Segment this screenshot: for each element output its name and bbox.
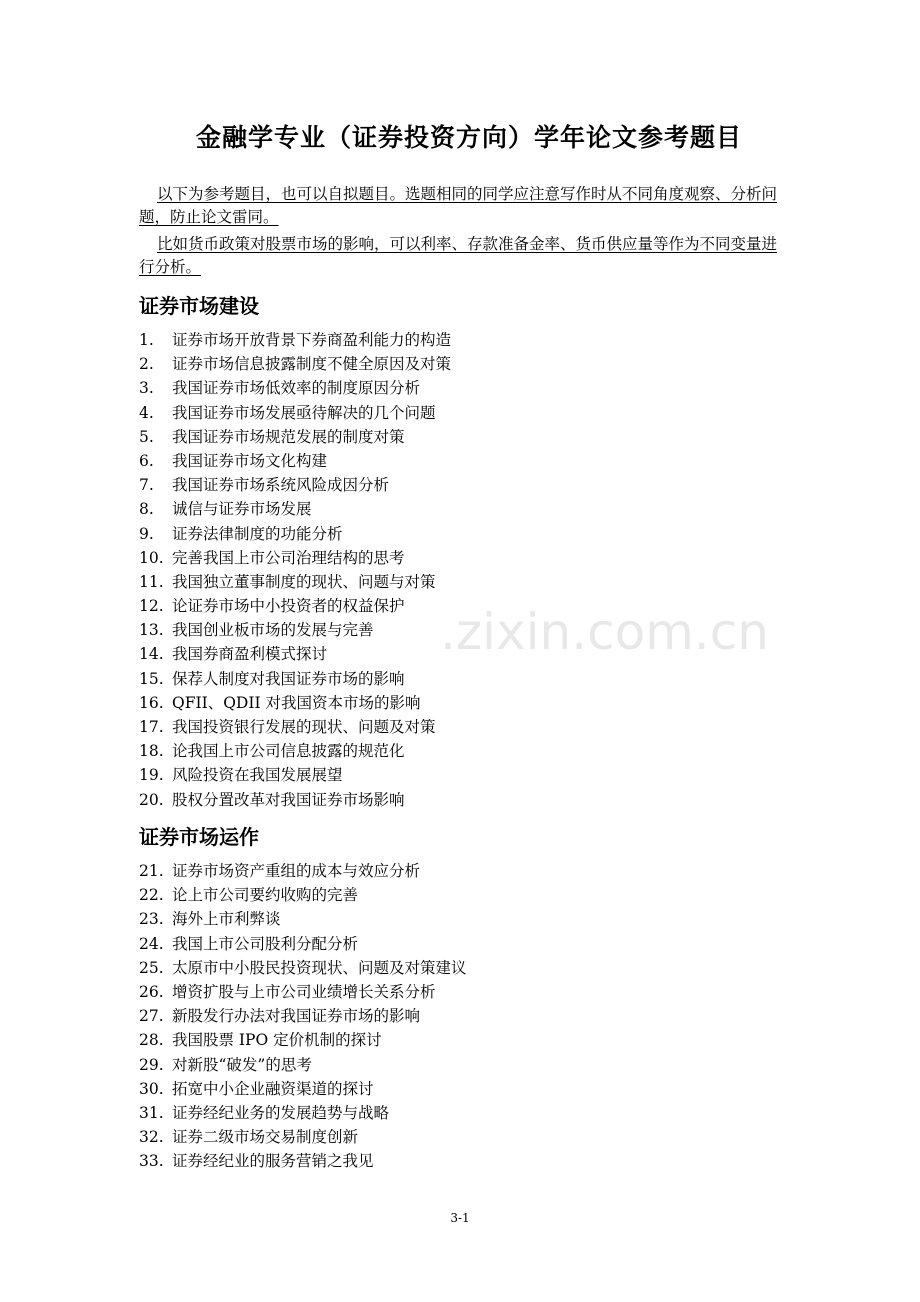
list-item [139, 956, 467, 980]
topic-title: 风险投资在我国发展展望 [172, 766, 343, 785]
topic-title: 我国股票 IPO 定价机制的探讨 [172, 1031, 382, 1050]
topic-number: 19. [139, 766, 164, 785]
topic-number: 6. [139, 451, 154, 470]
topic-title: 我国上市公司股利分配分析 [172, 934, 359, 953]
topic-number: 28. [139, 1031, 164, 1050]
topic-number: 1. [139, 331, 154, 349]
topic-title: 论上市公司要约收购的完善 [172, 886, 359, 905]
topic-number: 14. [139, 645, 164, 664]
list-item [139, 1101, 467, 1125]
topic-number: 5. [139, 427, 154, 446]
topic-title: 诚信与证券市场发展 [172, 500, 312, 519]
topic-number: 20. [139, 790, 164, 809]
list-item [139, 328, 451, 352]
topic-number: 13. [139, 621, 164, 640]
topic-title: 证券经纪业务的发展趋势与战略 [172, 1103, 390, 1122]
topic-number: 22. [139, 886, 164, 905]
topic-title: 我国券商盈利模式探讨 [172, 645, 328, 664]
topic-title: 增资扩股与上市公司业绩增长关系分析 [172, 982, 436, 1001]
list-item [139, 932, 467, 956]
topic-title: 我国投资银行发展的现状、问题及对策 [172, 718, 436, 736]
list-item [139, 907, 467, 931]
topic-number: 27. [139, 1007, 164, 1026]
topic-number: 16. [139, 693, 164, 712]
list-item [139, 376, 451, 400]
list-item [139, 1125, 467, 1149]
topic-title: 我国证券市场系统风险成因分析 [172, 476, 390, 495]
topic-title: 证券市场信息披露制度不健全原因及对策 [172, 355, 452, 374]
list-item [139, 763, 451, 787]
list-item [139, 642, 451, 666]
topic-title: 论我国上市公司信息披露的规范化 [172, 742, 405, 761]
list-item [139, 473, 451, 497]
topic-title: 证券市场开放背景下券商盈利能力的构造 [172, 331, 452, 349]
topic-number: 24. [139, 934, 164, 953]
topic-title: 我国创业板市场的发展与完善 [172, 621, 374, 640]
list-item [139, 618, 451, 642]
topic-title: 海外上市利弊谈 [172, 910, 281, 929]
list-item [139, 859, 467, 883]
list-item [139, 594, 451, 618]
topic-number: 26. [139, 982, 164, 1001]
topic-title: 论证券市场中小投资者的权益保护 [172, 597, 405, 616]
list-item [139, 667, 451, 691]
intro-paragraph [139, 183, 789, 229]
page-number: 3-1 [450, 1211, 470, 1225]
topic-title: 太原市中小股民投资现状、问题及对策建议 [172, 958, 467, 977]
topic-number: 7. [139, 476, 154, 495]
list-item [139, 522, 451, 546]
topic-number: 33. [139, 1152, 164, 1171]
list-item [139, 401, 451, 425]
list-item [139, 691, 451, 715]
topic-title: 我国证券市场低效率的制度原因分析 [172, 379, 421, 398]
intro-paragraph [139, 233, 789, 279]
topic-list [139, 859, 467, 1173]
topic-number: 29. [139, 1055, 164, 1074]
list-item [139, 425, 451, 449]
topic-title: 我国证券市场文化构建 [172, 451, 328, 470]
topic-title: QFII、QDII 对我国资本市场的影响 [172, 693, 421, 712]
topic-title: 证券市场资产重组的成本与效应分析 [172, 862, 421, 880]
topic-number: 25. [139, 958, 164, 977]
topic-title: 证券二级市场交易制度创新 [172, 1128, 359, 1147]
list-item [139, 352, 451, 376]
list-item [139, 739, 451, 763]
topic-title: 证券经纪业的服务营销之我见 [172, 1152, 374, 1171]
topic-number: 2. [139, 355, 154, 374]
list-item [139, 497, 451, 521]
list-item [139, 1053, 467, 1077]
topic-title: 保荐人制度对我国证券市场的影响 [172, 669, 405, 688]
topic-title: 我国证券市场发展亟待解决的几个问题 [172, 403, 436, 422]
topic-number: 11. [139, 572, 164, 591]
topic-number: 8. [139, 500, 154, 519]
watermark: .zixin.com.cn [440, 603, 769, 661]
list-item [139, 715, 451, 739]
topic-title: 我国独立董事制度的现状、问题与对策 [172, 572, 436, 591]
topic-number: 31. [139, 1103, 164, 1122]
topic-number: 23. [139, 910, 164, 929]
list-item [139, 449, 451, 473]
list-item [139, 1149, 467, 1173]
topic-title: 完善我国上市公司治理结构的思考 [172, 548, 405, 567]
topic-number: 15. [139, 669, 164, 688]
topic-title: 拓宽中小企业融资渠道的探讨 [172, 1079, 374, 1098]
list-item [139, 1028, 467, 1052]
topic-number: 18. [139, 742, 164, 761]
list-item [139, 570, 451, 594]
topic-number: 21. [139, 862, 164, 880]
topic-number: 3. [139, 379, 154, 398]
list-item [139, 980, 467, 1004]
topic-title: 股权分置改革对我国证券市场影响 [172, 790, 405, 809]
intro-text: 比如货币政策对股票市场的影响，可以利率、存款准备金率、货币供应量等作为不同变量进行分析。 [139, 235, 778, 276]
list-item [139, 546, 451, 570]
list-item [139, 883, 467, 907]
section-heading: 证券市场运作 [139, 825, 259, 849]
topic-number: 32. [139, 1128, 164, 1147]
intro-text: 以下为参考题目，也可以自拟题目。选题相同的同学应注意写作时从不同角度观察、分析问题，防止论文雷同。 [139, 185, 778, 226]
page-title: 金融学专业（证券投资方向）学年论文参考题目 [196, 123, 743, 152]
topic-list [139, 328, 451, 812]
topic-number: 9. [139, 524, 154, 543]
list-item [139, 1077, 467, 1101]
topic-title: 我国证券市场规范发展的制度对策 [172, 427, 405, 446]
list-item [139, 788, 451, 812]
topic-title: 新股发行办法对我国证券市场的影响 [172, 1007, 421, 1026]
topic-title: 对新股“破发”的思考 [172, 1055, 312, 1074]
topic-number: 17. [139, 718, 164, 736]
topic-title: 证券法律制度的功能分析 [172, 524, 343, 543]
topic-number: 4. [139, 403, 154, 422]
topic-number: 12. [139, 597, 164, 616]
section-heading: 证券市场建设 [139, 294, 259, 318]
list-item [139, 1004, 467, 1028]
topic-number: 30. [139, 1079, 164, 1098]
topic-number: 10. [139, 548, 164, 567]
